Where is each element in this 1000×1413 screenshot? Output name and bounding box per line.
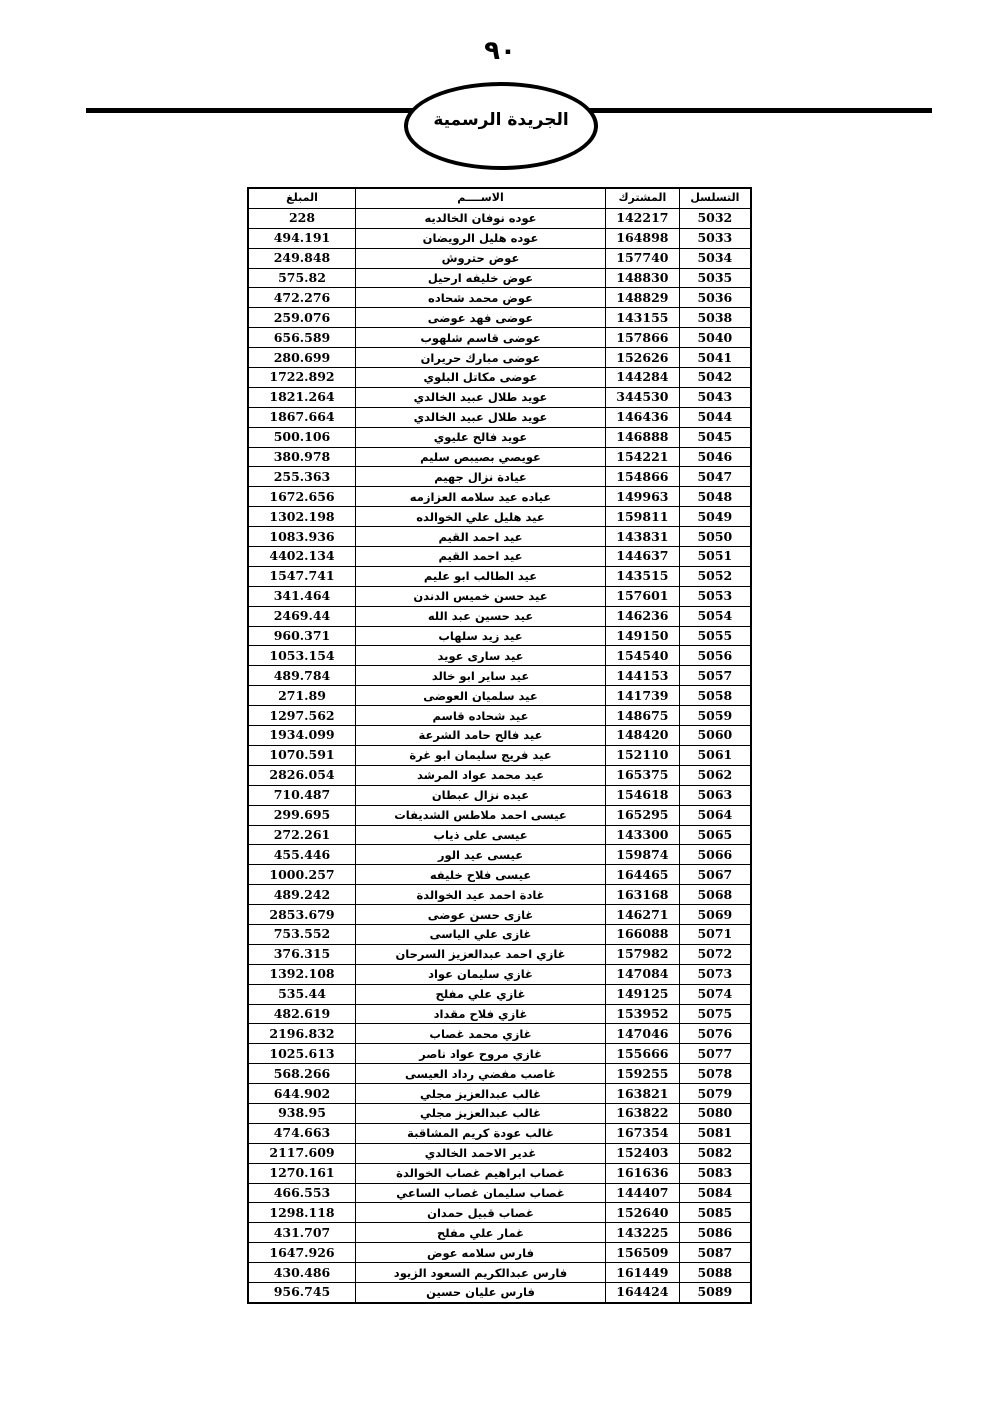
name-cell: عيد ساير ابو خالد [355,666,605,686]
serial-cell: 5036 [679,288,751,308]
amount-cell: 753.552 [248,924,355,944]
name-cell: غازي احمد عبدالعزيز السرحان [355,944,605,964]
amount-cell: 1722.892 [248,368,355,388]
amount-cell: 472.276 [248,288,355,308]
serial-cell: 5054 [679,606,751,626]
table-row [248,964,751,984]
table-row [248,228,751,248]
name-cell: عوضى مكاتل البلوي [355,368,605,388]
amount-cell: 455.446 [248,845,355,865]
name-cell: عيد هليل علي الخوالده [355,507,605,527]
name-cell: عيد حسين عبد الله [355,606,605,626]
table-row [248,248,751,268]
table-row [248,427,751,447]
amount-cell: 299.695 [248,805,355,825]
name-cell: عيد احمد القيم [355,547,605,567]
serial-cell: 5062 [679,765,751,785]
subscriber-cell: 147084 [606,964,680,984]
subscriber-cell: 159811 [606,507,680,527]
table-row [248,1243,751,1263]
subscriber-cell: 165375 [606,765,680,785]
table-row [248,547,751,567]
serial-cell: 5035 [679,268,751,288]
serial-cell: 5089 [679,1282,751,1302]
subscriber-cell: 154866 [606,467,680,487]
header-name: الاســــم [355,188,605,208]
name-cell: غالب عبدالعزيز مجلي [355,1103,605,1123]
amount-cell: 380.978 [248,447,355,467]
subscriber-cell: 144284 [606,368,680,388]
name-cell: عوض خليفه ارحيل [355,268,605,288]
amount-cell: 1070.591 [248,745,355,765]
amount-cell: 1867.664 [248,407,355,427]
amount-cell: 272.261 [248,825,355,845]
subscriber-cell: 146436 [606,407,680,427]
serial-cell: 5088 [679,1263,751,1283]
subscriber-cell: 159874 [606,845,680,865]
serial-cell: 5059 [679,706,751,726]
name-cell: عوضى قاسم شلهوب [355,328,605,348]
amount-cell: 4402.134 [248,547,355,567]
name-cell: عيد سارى عويد [355,646,605,666]
name-cell: غازى حسن عوضى [355,905,605,925]
table-row [248,626,751,646]
amount-cell: 2826.054 [248,765,355,785]
amount-cell: 956.745 [248,1282,355,1302]
amount-cell: 1053.154 [248,646,355,666]
amount-cell: 2117.609 [248,1143,355,1163]
subscriber-cell: 163168 [606,885,680,905]
serial-cell: 5074 [679,984,751,1004]
table-row [248,905,751,925]
name-cell: عوض حتروش [355,248,605,268]
table-row [248,447,751,467]
name-cell: غازي محمد غصاب [355,1024,605,1044]
amount-cell: 710.487 [248,785,355,805]
serial-cell: 5068 [679,885,751,905]
subscriber-cell: 155666 [606,1044,680,1064]
table-row [248,268,751,288]
serial-cell: 5050 [679,527,751,547]
amount-cell: 259.076 [248,308,355,328]
table-row [248,984,751,1004]
subscriber-cell: 141739 [606,686,680,706]
amount-cell: 1647.926 [248,1243,355,1263]
subscriber-cell: 146236 [606,606,680,626]
amount-cell: 1672.656 [248,487,355,507]
serial-cell: 5078 [679,1064,751,1084]
subscriber-cell: 156509 [606,1243,680,1263]
serial-cell: 5034 [679,248,751,268]
table-row [248,1044,751,1064]
subscriber-cell: 144637 [606,547,680,567]
name-cell: عيد محمد عواد المرشد [355,765,605,785]
amount-cell: 474.663 [248,1123,355,1143]
serial-cell: 5077 [679,1044,751,1064]
amount-cell: 376.315 [248,944,355,964]
amount-cell: 568.266 [248,1064,355,1084]
serial-cell: 5071 [679,924,751,944]
name-cell: غصاب سليمان غصاب الساعي [355,1183,605,1203]
name-cell: عيد زيد سلهاب [355,626,605,646]
serial-cell: 5044 [679,407,751,427]
name-cell: عوض محمد شحاده [355,288,605,308]
name-cell: غصاب ابراهيم غصاب الخوالدة [355,1163,605,1183]
subscriber-cell: 163822 [606,1103,680,1123]
subscriber-cell: 161449 [606,1263,680,1283]
amount-cell: 644.902 [248,1084,355,1104]
serial-cell: 5046 [679,447,751,467]
subscriber-cell: 153952 [606,1004,680,1024]
name-cell: فارس عليان حسين [355,1282,605,1302]
amount-cell: 1821.264 [248,387,355,407]
name-cell: عيد فريج سليمان ابو غرة [355,745,605,765]
table-row [248,467,751,487]
subscriber-cell: 152640 [606,1203,680,1223]
name-cell: غالب عودة كريم المشاقبة [355,1123,605,1143]
amount-cell: 1392.108 [248,964,355,984]
serial-cell: 5075 [679,1004,751,1024]
amount-cell: 431.707 [248,1223,355,1243]
serial-cell: 5085 [679,1203,751,1223]
table-row [248,1163,751,1183]
amount-cell: 500.106 [248,427,355,447]
page-number: ٩٠ [484,36,516,66]
table-row [248,527,751,547]
amount-cell: 341.464 [248,586,355,606]
subscriber-cell: 143831 [606,527,680,547]
amount-cell: 938.95 [248,1103,355,1123]
name-cell: عيادة نزال جهيم [355,467,605,487]
serial-cell: 5033 [679,228,751,248]
table-row [248,288,751,308]
table-row [248,1084,751,1104]
serial-cell: 5055 [679,626,751,646]
serial-cell: 5087 [679,1243,751,1263]
amount-cell: 494.191 [248,228,355,248]
serial-cell: 5042 [679,368,751,388]
name-cell: عيد فالح حامد الشرعة [355,726,605,746]
subscriber-cell: 146271 [606,905,680,925]
subscriber-cell: 164465 [606,865,680,885]
subscriber-cell: 163821 [606,1084,680,1104]
table-row [248,328,751,348]
serial-cell: 5057 [679,666,751,686]
subscriber-cell: 149963 [606,487,680,507]
table-row [248,944,751,964]
amount-cell: 2469.44 [248,606,355,626]
subscriber-cell: 143300 [606,825,680,845]
name-cell: عياده عيد سلامه العزازمه [355,487,605,507]
name-cell: غازي مروح عواد ناصر [355,1044,605,1064]
name-cell: عوده نوفان الخالديه [355,208,605,228]
subscriber-cell: 146888 [606,427,680,447]
name-cell: غالب عبدالعزيز مجلي [355,1084,605,1104]
name-cell: عويد طلال عبيد الخالدي [355,407,605,427]
publication-title: الجريدة الرسمية [433,110,569,130]
serial-cell: 5060 [679,726,751,746]
table-row [248,566,751,586]
table-row [248,706,751,726]
serial-cell: 5056 [679,646,751,666]
name-cell: عيسى عيد الور [355,845,605,865]
subscriber-cell: 142217 [606,208,680,228]
amount-cell: 430.486 [248,1263,355,1283]
amount-cell: 1298.118 [248,1203,355,1223]
subscriber-cell: 152403 [606,1143,680,1163]
name-cell: غازي فلاح مقداد [355,1004,605,1024]
table-body [248,208,751,1302]
name-cell: غازي علي مفلح [355,984,605,1004]
table-row [248,1203,751,1223]
table-row [248,1183,751,1203]
table-row [248,745,751,765]
subscriber-cell: 167354 [606,1123,680,1143]
serial-cell: 5067 [679,865,751,885]
subscriber-cell: 164898 [606,228,680,248]
subscriber-cell: 148420 [606,726,680,746]
subscriber-cell: 154540 [606,646,680,666]
table-row [248,1024,751,1044]
amount-cell: 575.82 [248,268,355,288]
table-row [248,1282,751,1302]
serial-cell: 5066 [679,845,751,865]
name-cell: غازى علي الياسى [355,924,605,944]
table-row [248,308,751,328]
amount-cell: 255.363 [248,467,355,487]
header-amount: المبلغ [248,188,355,208]
amount-cell: 228 [248,208,355,228]
table-row [248,586,751,606]
serial-cell: 5073 [679,964,751,984]
table-row [248,387,751,407]
amount-cell: 1000.257 [248,865,355,885]
subscriber-cell: 344530 [606,387,680,407]
amount-cell: 1297.562 [248,706,355,726]
table-row [248,666,751,686]
subscriber-cell: 165295 [606,805,680,825]
serial-cell: 5065 [679,825,751,845]
table-header-row [248,188,751,208]
name-cell: فارس عبدالكريم السعود الزيود [355,1263,605,1283]
amount-cell: 482.619 [248,1004,355,1024]
subscriber-cell: 148829 [606,288,680,308]
name-cell: عيسى احمد ملاطس الشديفات [355,805,605,825]
amount-cell: 1302.198 [248,507,355,527]
table-row [248,1123,751,1143]
serial-cell: 5072 [679,944,751,964]
name-cell: غاصب مفضي رداد العيسى [355,1064,605,1084]
table-row [248,885,751,905]
table-row [248,1103,751,1123]
amount-cell: 1025.613 [248,1044,355,1064]
amount-cell: 249.848 [248,248,355,268]
subscriber-cell: 148675 [606,706,680,726]
serial-cell: 5083 [679,1163,751,1183]
name-cell: عيد الطالب ابو عليم [355,566,605,586]
subscriber-cell: 149125 [606,984,680,1004]
serial-cell: 5079 [679,1084,751,1104]
name-cell: عيد سلميان العوضى [355,686,605,706]
table-row [248,1143,751,1163]
subscriber-cell: 143515 [606,566,680,586]
serial-cell: 5032 [679,208,751,228]
subscriber-cell: 144153 [606,666,680,686]
serial-cell: 5052 [679,566,751,586]
table-row [248,805,751,825]
serial-cell: 5081 [679,1123,751,1143]
table-row [248,1263,751,1283]
table-row [248,368,751,388]
subscriber-cell: 166088 [606,924,680,944]
serial-cell: 5082 [679,1143,751,1163]
amount-cell: 271.89 [248,686,355,706]
subscriber-cell: 152626 [606,348,680,368]
subscriber-cell: 149150 [606,626,680,646]
table-row [248,348,751,368]
table-row [248,1064,751,1084]
subscriber-cell: 157866 [606,328,680,348]
serial-cell: 5045 [679,427,751,447]
serial-cell: 5047 [679,467,751,487]
subscriber-cell: 157740 [606,248,680,268]
amount-cell: 1934.099 [248,726,355,746]
table-row [248,407,751,427]
table-row [248,487,751,507]
serial-cell: 5038 [679,308,751,328]
subscriber-cell: 143225 [606,1223,680,1243]
name-cell: عوده هليل الرويضان [355,228,605,248]
serial-cell: 5049 [679,507,751,527]
table-row [248,825,751,845]
subscriber-cell: 152110 [606,745,680,765]
table-row [248,785,751,805]
name-cell: عويد فالح عليوي [355,427,605,447]
amount-cell: 489.242 [248,885,355,905]
name-cell: عيده نزال عبطان [355,785,605,805]
table-row [248,1223,751,1243]
name-cell: عيد حسن خميس الدندن [355,586,605,606]
subscriber-cell: 144407 [606,1183,680,1203]
name-cell: عوضى فهد عوضى [355,308,605,328]
table-row [248,1004,751,1024]
subscriber-cell: 147046 [606,1024,680,1044]
serial-cell: 5040 [679,328,751,348]
name-cell: عويد طلال عبيد الخالدي [355,387,605,407]
subscriber-cell: 161636 [606,1163,680,1183]
amount-cell: 535.44 [248,984,355,1004]
serial-cell: 5063 [679,785,751,805]
payments-table [247,187,752,1304]
table-row [248,208,751,228]
table-row [248,507,751,527]
name-cell: غازي سليمان عواد [355,964,605,984]
amount-cell: 280.699 [248,348,355,368]
serial-cell: 5041 [679,348,751,368]
name-cell: غادة احمد عيد الخوالدة [355,885,605,905]
table-row [248,726,751,746]
table-row [248,845,751,865]
serial-cell: 5069 [679,905,751,925]
subscriber-cell: 164424 [606,1282,680,1302]
name-cell: فارس سلامه عوض [355,1243,605,1263]
subscriber-cell: 159255 [606,1064,680,1084]
subscriber-cell: 154221 [606,447,680,467]
subscriber-cell: 157601 [606,586,680,606]
name-cell: عيد شحاده قاسم [355,706,605,726]
name-cell: غدير الاحمد الخالدي [355,1143,605,1163]
serial-cell: 5076 [679,1024,751,1044]
serial-cell: 5058 [679,686,751,706]
amount-cell: 466.553 [248,1183,355,1203]
amount-cell: 2196.832 [248,1024,355,1044]
amount-cell: 2853.679 [248,905,355,925]
serial-cell: 5080 [679,1103,751,1123]
name-cell: عيسى فلاح خليفه [355,865,605,885]
name-cell: غمار علي مفلح [355,1223,605,1243]
subscriber-cell: 157982 [606,944,680,964]
amount-cell: 1547.741 [248,566,355,586]
serial-cell: 5053 [679,586,751,606]
amount-cell: 1083.936 [248,527,355,547]
serial-cell: 5084 [679,1183,751,1203]
table-row [248,865,751,885]
serial-cell: 5048 [679,487,751,507]
name-cell: عوضى مبارك حريران [355,348,605,368]
name-cell: عيد احمد القيم [355,527,605,547]
name-cell: عيسى على ذياب [355,825,605,845]
subscriber-cell: 148830 [606,268,680,288]
amount-cell: 656.589 [248,328,355,348]
subscriber-cell: 154618 [606,785,680,805]
amount-cell: 1270.161 [248,1163,355,1183]
serial-cell: 5086 [679,1223,751,1243]
table-row [248,765,751,785]
serial-cell: 5043 [679,387,751,407]
name-cell: عويصي بصيبص سليم [355,447,605,467]
table-row [248,606,751,626]
table-row [248,646,751,666]
header-subscriber: المشترك [606,188,680,208]
serial-cell: 5051 [679,547,751,567]
amount-cell: 489.784 [248,666,355,686]
table-row [248,686,751,706]
serial-cell: 5061 [679,745,751,765]
table-row [248,924,751,944]
subscriber-cell: 143155 [606,308,680,328]
name-cell: غصاب قبيل حمدان [355,1203,605,1223]
serial-cell: 5064 [679,805,751,825]
header-serial: التسلسل [679,188,751,208]
amount-cell: 960.371 [248,626,355,646]
